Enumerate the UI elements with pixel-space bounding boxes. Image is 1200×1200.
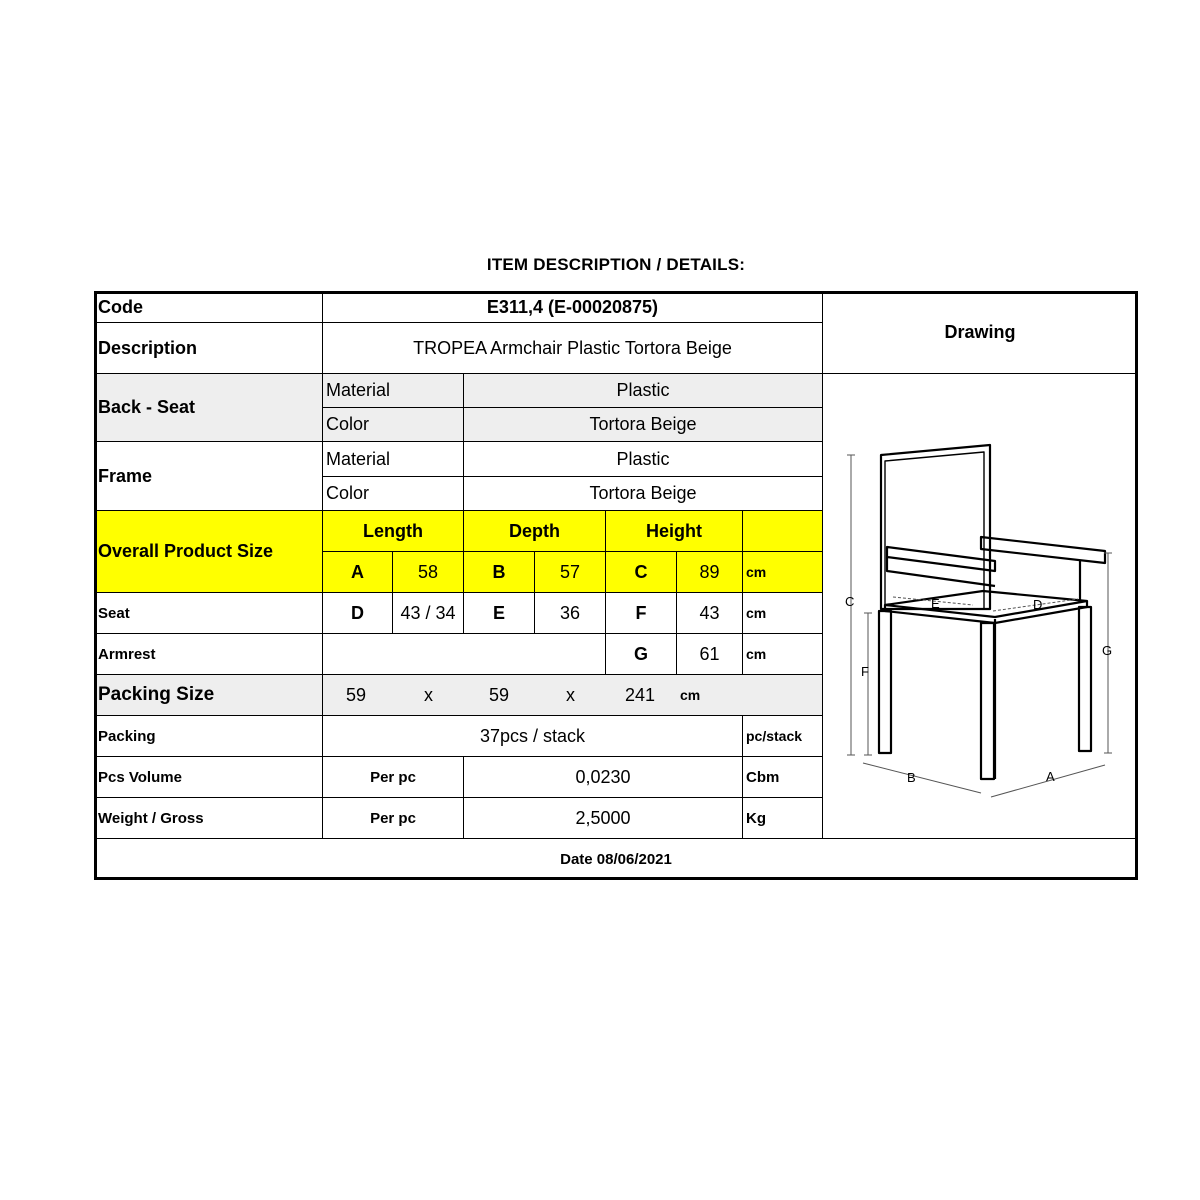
frame-material-value: Plastic bbox=[463, 441, 823, 477]
dim-value-g: 61 bbox=[676, 633, 743, 675]
chair-leg-front-right bbox=[981, 623, 994, 779]
dim-letter-e: E bbox=[463, 592, 535, 634]
dim-value-c: 89 bbox=[676, 551, 743, 593]
chair-drawing bbox=[823, 373, 1135, 838]
drawing-header: Drawing bbox=[822, 291, 1138, 374]
dim-value-b: 57 bbox=[534, 551, 606, 593]
packing-unit: pc/stack bbox=[742, 715, 823, 757]
back-seat-color-value: Tortora Beige bbox=[463, 407, 823, 442]
armrest-unit: cm bbox=[742, 633, 823, 675]
armrest-empty bbox=[322, 633, 606, 675]
dim-letter-a: A bbox=[322, 551, 393, 593]
chair-armrest-left bbox=[887, 547, 995, 571]
chair-backrest bbox=[881, 445, 990, 609]
weight-label: Weight / Gross bbox=[94, 797, 323, 839]
diagram-letter-e: E bbox=[931, 596, 940, 611]
packing-size-length: 59 bbox=[346, 685, 367, 705]
frame-material-label: Material bbox=[322, 441, 464, 477]
overall-empty-header bbox=[742, 510, 823, 552]
armrest-label: Armrest bbox=[94, 633, 323, 675]
dim-letter-f: F bbox=[605, 592, 677, 634]
height-header: Height bbox=[605, 510, 743, 552]
seat-label: Seat bbox=[94, 592, 323, 634]
frame-color-value: Tortora Beige bbox=[463, 476, 823, 511]
frame-label: Frame bbox=[94, 441, 323, 511]
dim-letter-b: B bbox=[463, 551, 535, 593]
date-row: Date 08/06/2021 bbox=[94, 838, 1138, 880]
description-label: Description bbox=[94, 322, 323, 374]
dim-letter-g: G bbox=[605, 633, 677, 675]
code-label: Code bbox=[94, 291, 323, 323]
dim-value-d: 43 / 34 bbox=[392, 592, 464, 634]
length-header: Length bbox=[322, 510, 464, 552]
spec-sheet bbox=[94, 291, 1138, 880]
weight-value: 2,5000 bbox=[463, 797, 743, 839]
packing-size-height: 241 bbox=[625, 685, 656, 705]
chair-leg-front-left bbox=[879, 611, 891, 753]
pcs-volume-per: Per pc bbox=[322, 756, 464, 798]
back-seat-material-label: Material bbox=[322, 373, 464, 408]
chair-armrest-right bbox=[981, 537, 1105, 563]
dim-value-f: 43 bbox=[676, 592, 743, 634]
packing-size-x1: x bbox=[424, 685, 433, 705]
back-seat-label: Back - Seat bbox=[94, 373, 323, 442]
back-seat-color-label: Color bbox=[322, 407, 464, 442]
overall-size-label: Overall Product Size bbox=[94, 510, 323, 593]
overall-unit: cm bbox=[742, 551, 823, 593]
packing-size-label: Packing Size bbox=[94, 674, 323, 716]
pcs-volume-unit: Cbm bbox=[742, 756, 823, 798]
packing-size-depth: 59 bbox=[489, 685, 510, 705]
diagram-letter-d: D bbox=[1033, 597, 1043, 612]
diagram-letter-g: G bbox=[1102, 643, 1113, 658]
chair-leg-back-right bbox=[1079, 607, 1091, 751]
page-title: ITEM DESCRIPTION / DETAILS: bbox=[486, 255, 746, 274]
packing-value: 37pcs / stack bbox=[322, 715, 743, 757]
dim-letter-d: D bbox=[322, 592, 393, 634]
weight-unit: Kg bbox=[742, 797, 823, 839]
back-seat-material-value: Plastic bbox=[463, 373, 823, 408]
code-value: E311,4 (E-00020875) bbox=[322, 291, 823, 323]
packing-label: Packing bbox=[94, 715, 323, 757]
packing-size-x2: x bbox=[566, 685, 575, 705]
dim-value-e: 36 bbox=[534, 592, 606, 634]
diagram-letter-b: B bbox=[907, 770, 916, 785]
diagram-letter-c: C bbox=[845, 594, 855, 609]
weight-per: Per pc bbox=[322, 797, 464, 839]
description-value: TROPEA Armchair Plastic Tortora Beige bbox=[322, 322, 823, 374]
pcs-volume-value: 0,0230 bbox=[463, 756, 743, 798]
packing-size-unit: cm bbox=[680, 687, 701, 703]
dim-value-a: 58 bbox=[392, 551, 464, 593]
diagram-letter-a: A bbox=[1046, 769, 1055, 784]
frame-color-label: Color bbox=[322, 476, 464, 511]
depth-header: Depth bbox=[463, 510, 606, 552]
dim-letter-c: C bbox=[605, 551, 677, 593]
diagram-letter-f: F bbox=[861, 664, 869, 679]
seat-unit: cm bbox=[742, 592, 823, 634]
pcs-volume-label: Pcs Volume bbox=[94, 756, 323, 798]
